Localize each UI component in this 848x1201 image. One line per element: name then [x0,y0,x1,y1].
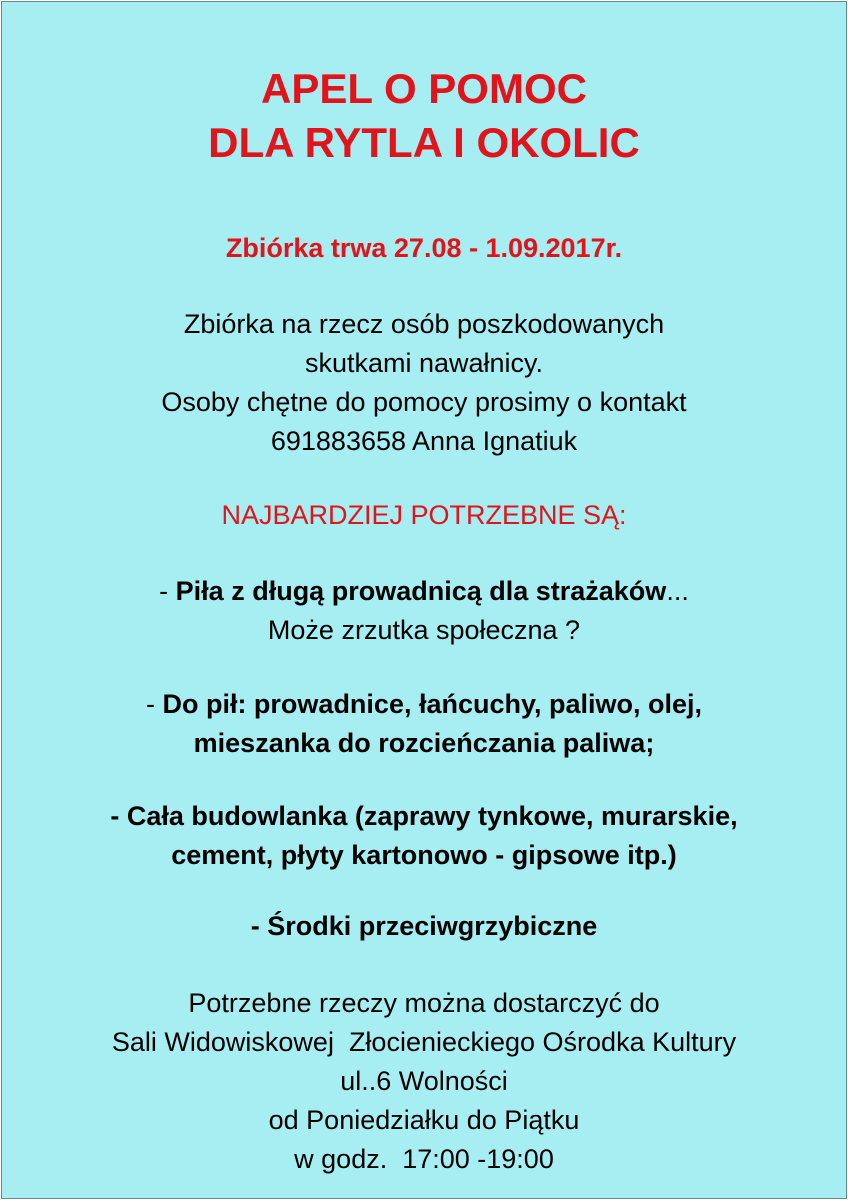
poster [1,1,847,1199]
needs-heading: NAJBARDZIEJ POTRZEBNE SĄ: [221,500,627,530]
list-dash: - [159,576,176,606]
need-item-building-materials-line-2: cement, płyty kartonowo - gipsowe itp.) [171,840,677,870]
need-item-antifungal [2,907,846,946]
need-item-chainsaw-ellipsis: ... [666,576,689,606]
delivery-hours: w godz. 17:00 -19:00 [294,1144,554,1174]
intro-line-1: Zbiórka na rzecz osób poszkodowanych [183,309,665,339]
need-item-chainsaw-line-1 [2,572,846,611]
contact-info: 691883658 Anna Ignatiuk [270,426,578,456]
need-item-antifungal-line-1: - Środki przeciwgrzybiczne [250,911,598,941]
delivery-address: ul..6 Wolności [340,1066,508,1096]
delivery-days: od Poniedziałku do Piątku [268,1105,580,1135]
need-item-saw-supplies [2,685,846,763]
need-item-chainsaw-line-2: Może zrzutka społeczna ? [267,615,581,645]
title-line-2: DLA RYTLA I OKOLIC [208,119,640,166]
delivery-line-1: Potrzebne rzeczy można dostarczyć do [188,988,660,1018]
list-dash: - [145,689,163,719]
need-item-building-materials [2,797,846,875]
need-item-chainsaw [2,572,846,650]
poster-title [2,62,846,170]
need-item-chainsaw-bold: Piła z długą prowadnicą dla strażaków [175,576,667,606]
delivery-location: Sali Widowiskowej Złocienieckiego Ośrodka Kultury [111,1027,737,1057]
intro-line-2: skutkami nawałnicy. [304,348,544,378]
intro-line-3: Osoby chętne do pomocy prosimy o kontakt [161,387,687,417]
collection-dates: Zbiórka trwa 27.08 - 1.09.2017r. [225,233,623,263]
need-item-building-materials-line-1: - Cała budowlanka (zaprawy tynkowe, murarskie, [110,801,738,831]
intro-text [2,305,846,461]
need-item-saw-supplies-line-1 [2,685,846,724]
need-item-saw-supplies-bold-1: Do pił: prowadnice, łańcuchy, paliwo, olej, [162,689,703,719]
need-item-saw-supplies-line-2: mieszanka do rozcieńczania paliwa; [193,728,655,758]
title-line-1: APEL O POMOC [261,65,587,112]
delivery-info [2,984,846,1179]
